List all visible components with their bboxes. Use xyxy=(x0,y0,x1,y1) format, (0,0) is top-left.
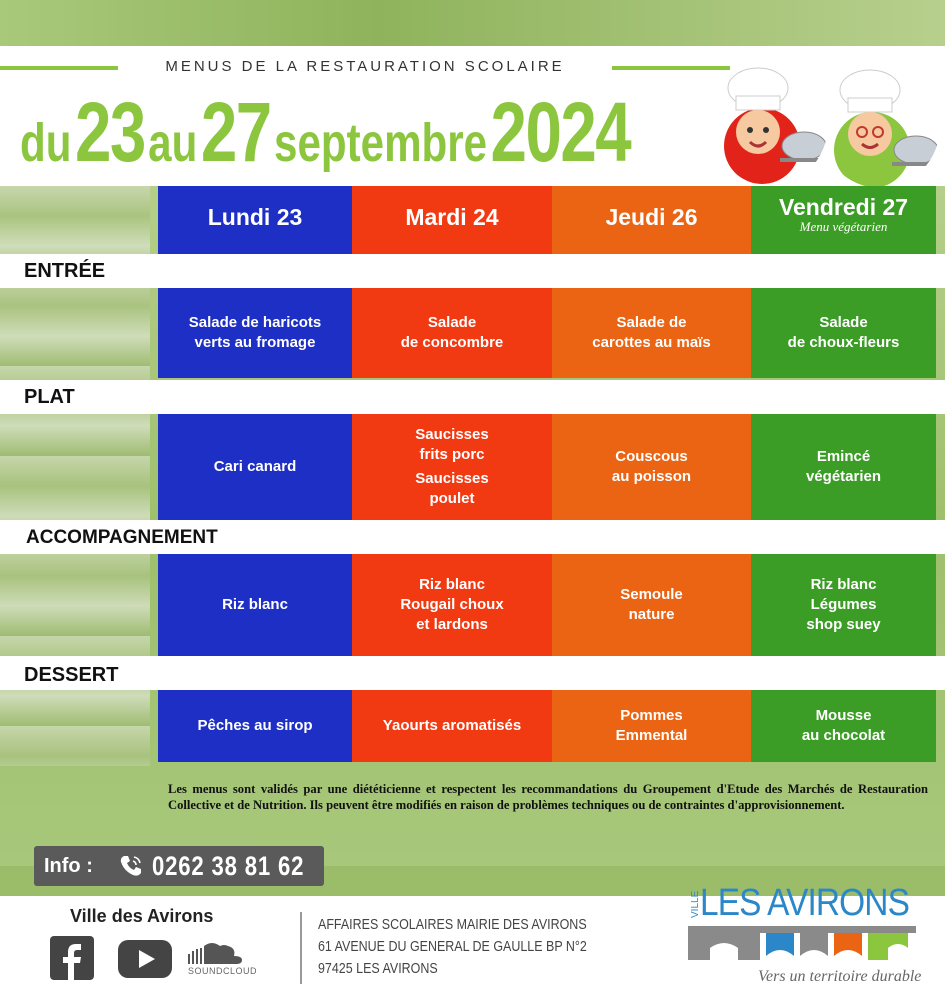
menu-cell-plat-lundi: Cari canard xyxy=(158,414,352,520)
title-du: du xyxy=(20,113,72,173)
info-label: Info : xyxy=(44,855,93,877)
menu-cell-dessert-mardi: Yaourts aromatisés xyxy=(352,690,552,762)
soundcloud-label: SOUNDCLOUD xyxy=(188,966,258,976)
boy-chef-illustration xyxy=(712,62,828,186)
logo-bridge-graphic xyxy=(688,926,916,966)
title-month: septembre xyxy=(274,113,488,173)
section-band-dessert xyxy=(0,656,945,690)
title-end-day: 27 xyxy=(200,85,271,179)
section-label-accompagnement: ACCOMPAGNEMENT xyxy=(26,527,218,548)
facebook-icon[interactable] xyxy=(50,936,94,980)
city-name: Ville des Avirons xyxy=(70,906,214,926)
logo-les-avirons: LES AVIRONS xyxy=(700,882,910,924)
address-block: AFFAIRES SCOLAIRES MAIRIE DES AVIRONS 61 AVENUE DU GENERAL DE GAULLE BP N°2 97425 LES AVIRONS xyxy=(318,917,587,977)
menu-cell-accompagnement-vendredi: Riz blanc Légumes shop suey xyxy=(751,554,936,656)
menu-cell-entree-vendredi: Salade de choux-fleurs xyxy=(751,288,936,378)
page-subtitle: MENUS DE LA RESTAURATION SCOLAIRE xyxy=(0,58,730,75)
disclaimer-text: Les menus sont validés par une diététicienne et respectent les recommandations du Groupement d'Etude des Marchés de Restauration Collective et de Nutrition. Ils peuvent être modifiés en raison de problèmes techniques ou de contraintes d'approvisionnement. xyxy=(168,782,928,812)
menu-cell-accompagnement-lundi: Riz blanc xyxy=(158,554,352,656)
day-header-lundi: Lundi 23 xyxy=(158,186,352,254)
page-title xyxy=(20,84,630,181)
menu-cell-dessert-vendredi: Mousse au chocolat xyxy=(751,690,936,762)
section-band-entree xyxy=(0,254,945,288)
menu-cell-plat-vendredi: Emincé végétarien xyxy=(751,414,936,520)
section-label-entree: ENTRÉE xyxy=(24,260,106,282)
top-photo-band xyxy=(0,0,945,46)
menu-cell-accompagnement-jeudi: Semoule nature xyxy=(552,554,751,656)
menu-cell-dessert-lundi: Pêches au sirop xyxy=(158,690,352,762)
section-label-plat: PLAT xyxy=(24,386,75,408)
title-year: 2024 xyxy=(490,85,631,179)
menu-cell-dessert-jeudi: Pommes Emmental xyxy=(552,690,751,762)
menu-cell-entree-jeudi: Salade de carottes au maïs xyxy=(552,288,751,378)
menu-cell-plat-mardi: Saucisses frits porc Saucisses poulet xyxy=(352,414,552,520)
title-au: au xyxy=(148,113,198,173)
youtube-icon[interactable] xyxy=(118,940,172,978)
title-start-day: 23 xyxy=(74,85,145,179)
logo-slogan: Vers un territoire durable xyxy=(758,968,922,985)
info-phone-bar xyxy=(34,846,324,886)
section-label-dessert: DESSERT xyxy=(24,664,119,686)
day-header-vendredi: Vendredi 27 Menu végétarien xyxy=(751,186,936,254)
girl-chef-illustration xyxy=(820,64,940,188)
day-header-mardi: Mardi 24 xyxy=(352,186,552,254)
day-header-jeudi: Jeudi 26 xyxy=(552,186,751,254)
vegetarian-note: Menu végétarien xyxy=(799,219,888,234)
menu-cell-entree-lundi: Salade de haricots verts au fromage xyxy=(158,288,352,378)
phone-number[interactable]: 0262 38 81 62 xyxy=(152,851,305,881)
menu-cell-entree-mardi: Salade de concombre xyxy=(352,288,552,378)
logo-ville-small: VILLE xyxy=(690,890,701,918)
section-band-plat xyxy=(0,380,945,414)
menu-cell-accompagnement-mardi: Riz blanc Rougail choux et lardons xyxy=(352,554,552,656)
soundcloud-icon[interactable] xyxy=(186,940,250,966)
menu-cell-plat-jeudi: Couscous au poisson xyxy=(552,414,751,520)
footer-divider xyxy=(300,912,302,984)
phone-icon xyxy=(118,853,144,879)
